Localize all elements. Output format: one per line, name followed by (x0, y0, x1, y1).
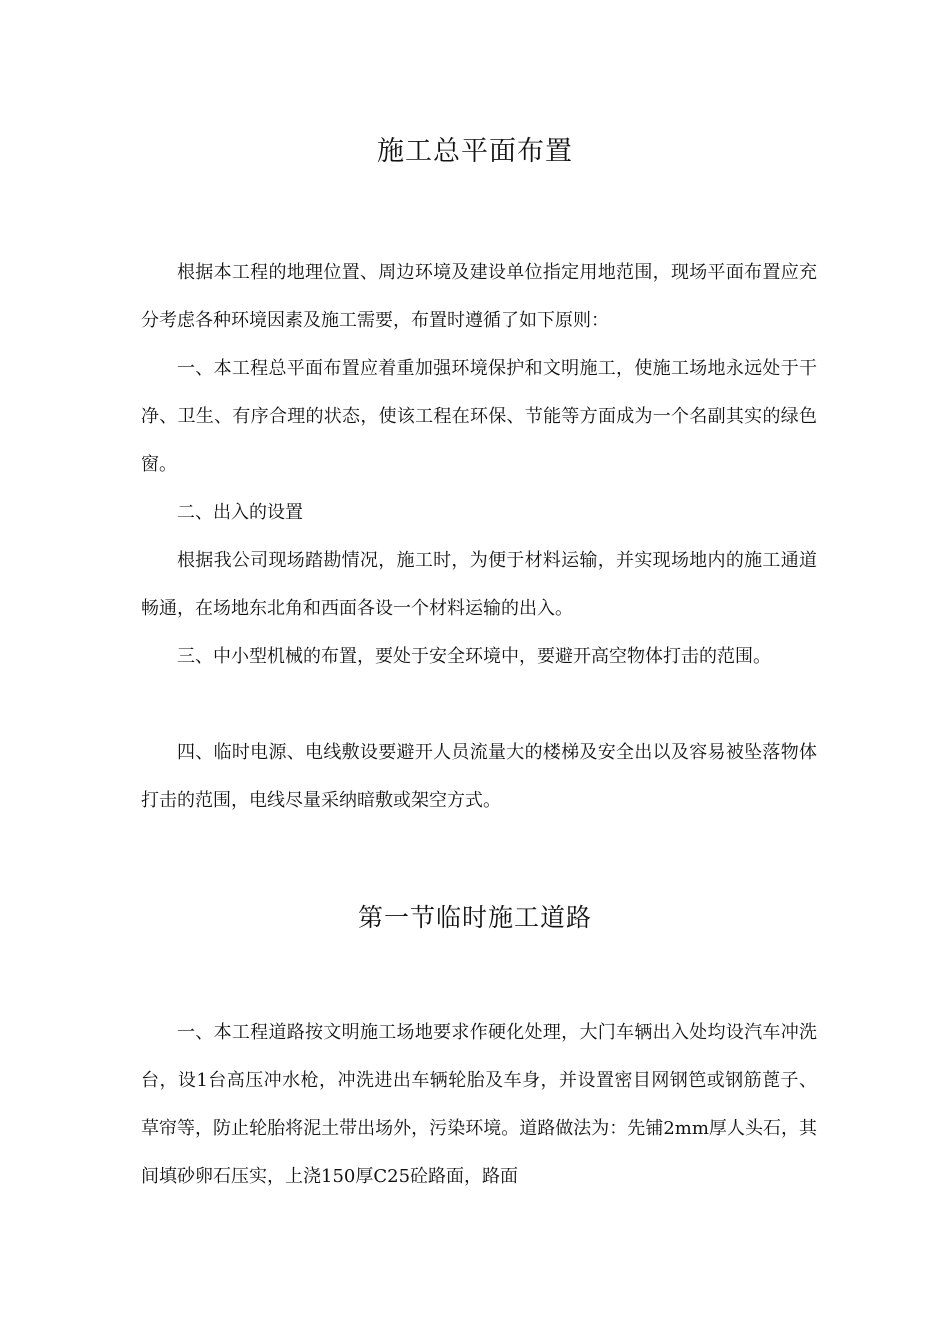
section-title: 第一节临时施工道路 (357, 903, 592, 932)
paragraph-principle-3: 三、中小型机械的布置，要处于安全环境中，要避开高空物体打击的范围。 (177, 646, 771, 667)
paragraph-principle-2-heading: 二、出入的设置 (177, 502, 303, 523)
document-title: 施工总平面布置 (377, 136, 573, 167)
paragraph-intro: 根据本工程的地理位置、周边环境及建设单位指定用地范围，现场平面布置应充分考虑各种环境因素及施工需要，布置时遵循了如下原则： (141, 262, 817, 331)
paragraph-entrance-setup: 根据我公司现场踏勘情况，施工时，为便于材料运输，并实现场地内的施工通道畅通，在场地东北角和西面各设一个材料运输的出入。 (141, 550, 817, 619)
paragraph-principle-1: 一、本工程总平面布置应着重加强环境保护和文明施工，使施工场地永远处于干净、卫生、有序合理的状态，使该工程在环保、节能等方面成为一个名副其实的绿色窗。 (141, 358, 817, 475)
section-paragraph-road: 一、本工程道路按文明施工场地要求作硬化处理，大门车辆出入处均设汽车冲洗台，设1台高压冲水枪，冲洗进出车辆轮胎及车身，并设置密目网钢笆或钢筋蓖子、草帘等，防止轮胎将泥土带出场外，污染环境。道路做法为：先铺2mm厚人头石，其间填砂卵石压实，上浇150厚C25砼路面，路面 (141, 1022, 817, 1187)
paragraph-principle-4: 四、临时电源、电线敷设要避开人员流量大的楼梯及安全出以及容易被坠落物体打击的范围，电线尽量采纳暗敷或架空方式。 (141, 742, 817, 811)
